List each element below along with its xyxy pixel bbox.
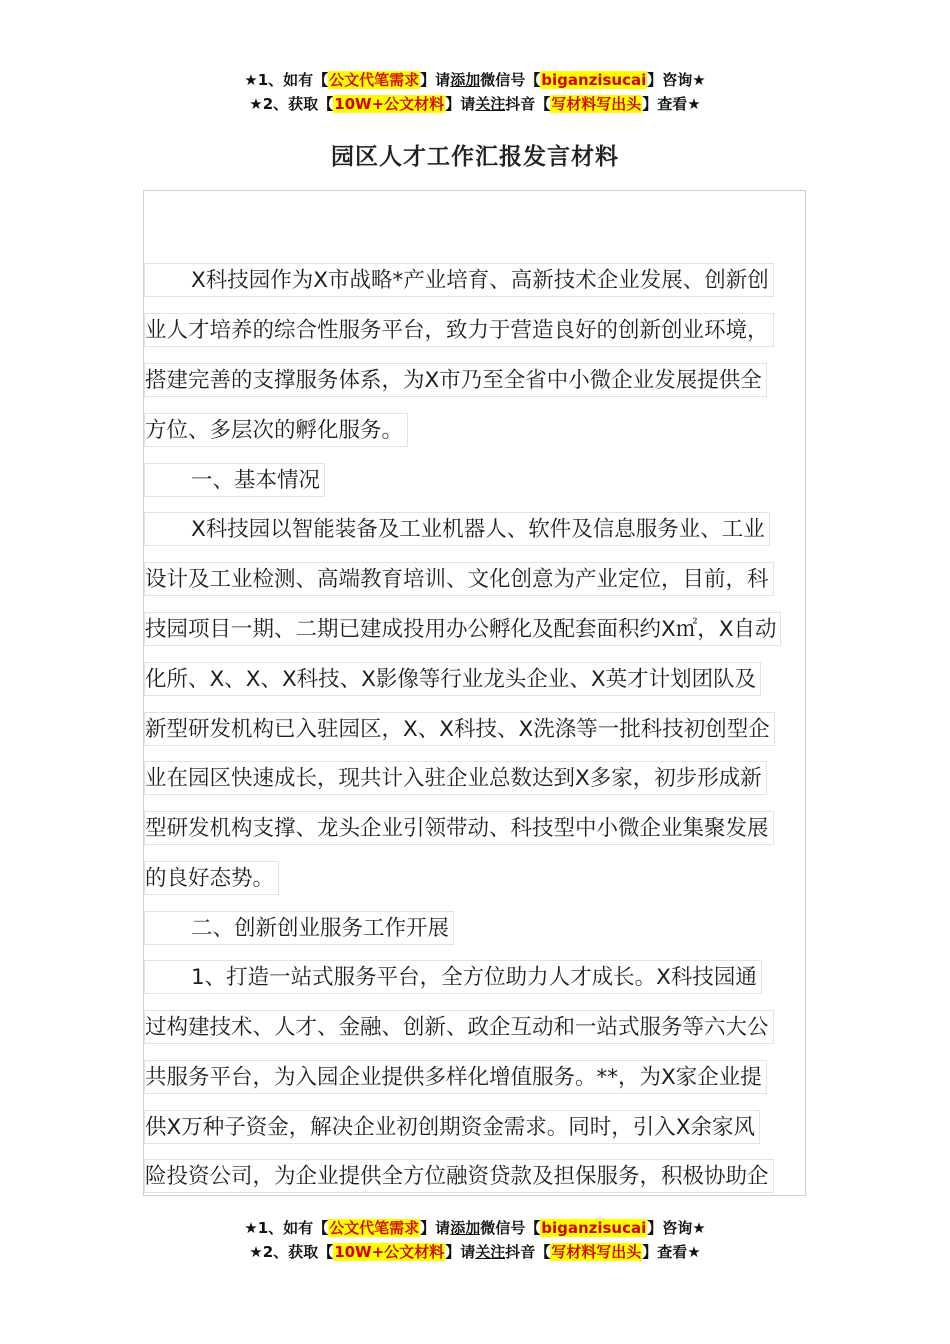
banner-text: 】请 [420,71,451,89]
banner-text: 微信号【 [480,1219,541,1237]
banner-underline: 添加 [450,71,481,89]
banner-line-2 [0,1240,950,1264]
body-line: 业在园区快速成长，现共计入驻企业总数达到X多家，初步形成新 [144,761,767,795]
banner-underline: 关注 [475,95,506,113]
banner-text: 微信号【 [480,71,541,89]
body-line: 共服务平台，为入园企业提供多样化增值服务。**，为X家企业提 [144,1060,767,1094]
banner-highlight: 10W+公文材料 [334,1243,445,1261]
body-line: 搭建完善的支撑服务体系，为X市乃至全省中小微企业发展提供全 [144,363,767,397]
section-heading: 二、创新创业服务工作开展 [144,911,454,945]
banner-text: ★1、如有【 [244,71,329,89]
body-line: 的良好态势。 [144,861,279,895]
body-line: 1、打造一站式服务平台，全方位助力人才成长。X科技园通 [144,960,762,994]
banner-text: 】查看★ [642,95,701,113]
banner-text: ★1、如有【 [244,1219,329,1237]
banner-highlight: biganzisucai [541,71,647,89]
body-line: X科技园以智能装备及工业机器人、软件及信息服务业、工业 [144,512,770,546]
body-line: 方位、多层次的孵化服务。 [144,413,408,447]
banner-line-1 [0,68,950,92]
banner-underline: 添加 [450,1219,481,1237]
banner-highlight: 10W+公文材料 [334,95,445,113]
banner-underline: 关注 [475,1243,506,1261]
banner-text: ★2、获取【 [249,1243,334,1261]
banner-highlight: 公文代笔需求 [329,71,420,89]
document-body [143,190,806,1196]
document-title: 园区人才工作汇报发言材料 [331,144,619,170]
body-line: 技园项目一期、二期已建成投用办公孵化及配套面积约X㎡，X自动 [144,612,781,646]
body-line: 险投资公司，为企业提供全方位融资贷款及担保服务，积极协助企 [144,1159,774,1193]
banner-text: ★2、获取【 [249,95,334,113]
body-line: 新型研发机构已入驻园区，X、X科技、X洗涤等一批科技初创型企 [144,712,775,746]
banner-line-1 [0,1216,950,1240]
banner-text: 抖音【 [505,95,551,113]
body-line: 型研发机构支撑、龙头企业引领带动、科技型中小微企业集聚发展 [144,811,774,845]
banner-line-2 [0,92,950,116]
section-heading: 一、基本情况 [144,463,325,497]
banner-highlight: 写材料写出头 [551,95,642,113]
footer-banner [0,1216,950,1264]
banner-text: 抖音【 [505,1243,551,1261]
body-line: 业人才培养的综合性服务平台，致力于营造良好的创新创业环境， [144,313,774,347]
banner-text: 】请 [445,1243,476,1261]
banner-text: 】查看★ [642,1243,701,1261]
banner-highlight: 写材料写出头 [551,1243,642,1261]
body-line: 供X万种子资金，解决企业初创期资金需求。同时，引入X余家风 [144,1110,760,1144]
banner-text: 】咨询★ [647,71,706,89]
banner-text: 】请 [420,1219,451,1237]
body-line: 过构建技术、人才、金融、创新、政企互动和一站式服务等六大公 [144,1010,774,1044]
banner-text: 】咨询★ [647,1219,706,1237]
banner-text: 】请 [445,95,476,113]
body-line: 化所、X、X、X科技、X影像等行业龙头企业、X英才计划团队及 [144,662,761,696]
banner-highlight: 公文代笔需求 [329,1219,420,1237]
body-line: 设计及工业检测、高端教育培训、文化创意为产业定位，目前，科 [144,562,774,596]
banner-highlight: biganzisucai [541,1219,647,1237]
header-banner [0,68,950,116]
body-line: X科技园作为X市战略*产业培育、高新技术企业发展、创新创 [144,263,774,297]
